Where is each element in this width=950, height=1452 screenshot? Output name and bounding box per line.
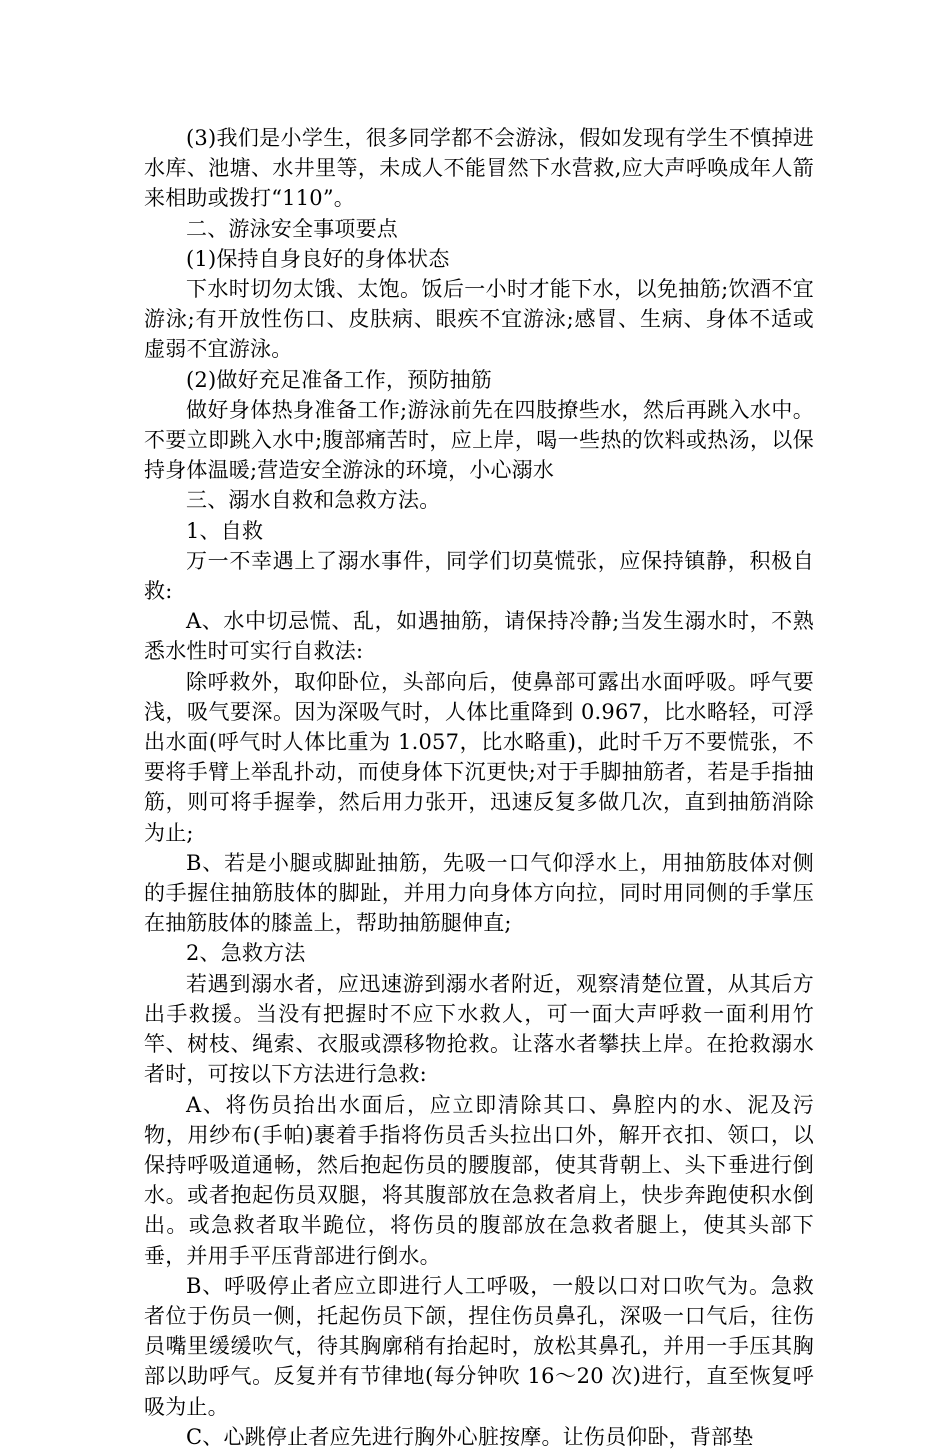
document-body (144, 123, 814, 1452)
section-heading: 三、溺水自救和急救方法。 (186, 488, 441, 513)
paragraph: B、若是小腿或脚趾抽筋，先吸一口气仰浮水上，用抽筋肢体对侧的手握住抽筋肢体的脚趾，并用力向身体方向拉，同时用同侧的手掌压在抽筋肢体的膝盖上，帮助抽筋腿伸直; (144, 850, 814, 936)
subsection-heading: (1)保持自身良好的身体状态 (186, 246, 450, 271)
paragraph: A、水中切忌慌、乱，如遇抽筋，请保持冷静;当发生溺水时，不熟悉水性时可实行自救法: (144, 609, 814, 664)
section-heading: 二、游泳安全事项要点 (186, 216, 398, 241)
paragraph: 做好身体热身准备工作;游泳前先在四肢撩些水，然后再跳入水中。不要立即跳入水中;腹部痛苦时，应上岸，喝一些热的饮料或热汤，以保持身体温暖;营造安全游泳的环境，小心溺水 (144, 397, 814, 483)
paragraph: C、心跳停止者应先进行胸外心脏按摩。让伤员仰卧，背部垫 (186, 1424, 754, 1449)
subsection-heading: (2)做好充足准备工作，预防抽筋 (186, 367, 492, 392)
paragraph: 若遇到溺水者，应迅速游到溺水者附近，观察清楚位置，从其后方出手救援。当没有把握时不应下水救人，可一面大声呼救一面利用竹竿、树枝、绳索、衣服或漂移物抢救。让落水者攀扶上岸。在抢救溺水者时，可按以下方法进行急救: (144, 971, 814, 1087)
paragraph: A、将伤员抬出水面后，应立即清除其口、鼻腔内的水、泥及污物，用纱布(手帕)裹着手指将伤员舌头拉出口外，解开衣扣、领口，以保持呼吸道通畅，然后抱起伤员的腰腹部，使其背朝上、头下垂进行倒水。或者抱起伤员双腿，将其腹部放在急救者肩上，快步奔跑使积水倒出。或急救者取半跪位，将伤员的腹部放在急救者腿上，使其头部下垂，并用手平压背部进行倒水。 (144, 1092, 814, 1268)
paragraph: (3)我们是小学生，很多同学都不会游泳，假如发现有学生不慎掉进水库、池塘、水井里等，未成人不能冒然下水营救,应大声呼唤成年人箭来相助或拨打“110”。 (144, 126, 814, 211)
paragraph: 除呼救外，取仰卧位，头部向后，使鼻部可露出水面呼吸。呼气要浅，吸气要深。因为深吸气时，人体比重降到 0.967，比水略轻，可浮出水面(呼气时人体比重为 1.057，比水略重)，此时千万不要慌张，不要将手臂上举乱扑动，而使身体下沉更快;对于手脚抽筋者，若是手指抽筋，则可将手握拳，然后用力张开，迅速反复多做几次，直到抽筋消除为止; (144, 669, 814, 845)
subsection-heading: 2、急救方法 (186, 941, 306, 966)
paragraph: B、呼吸停止者应立即进行人工呼吸，一般以口对口吹气为。急救者位于伤员一侧，托起伤员下颌，捏住伤员鼻孔，深吸一口气后，往伤员嘴里缓缓吹气，待其胸廓稍有抬起时，放松其鼻孔，并用一手压其胸部以助呼气。反复并有节律地(每分钟吹 16～20 次)进行，直至恢复呼吸为止。 (144, 1273, 814, 1419)
paragraph: 下水时切勿太饿、太饱。饭后一小时才能下水，以免抽筋;饮酒不宜游泳;有开放性伤口、皮肤病、眼疾不宜游泳;感冒、生病、身体不适或虚弱不宜游泳。 (144, 277, 814, 362)
paragraph: 万一不幸遇上了溺水事件，同学们切莫慌张，应保持镇静，积极自救: (144, 548, 814, 604)
subsection-heading: 1、自救 (186, 518, 264, 543)
